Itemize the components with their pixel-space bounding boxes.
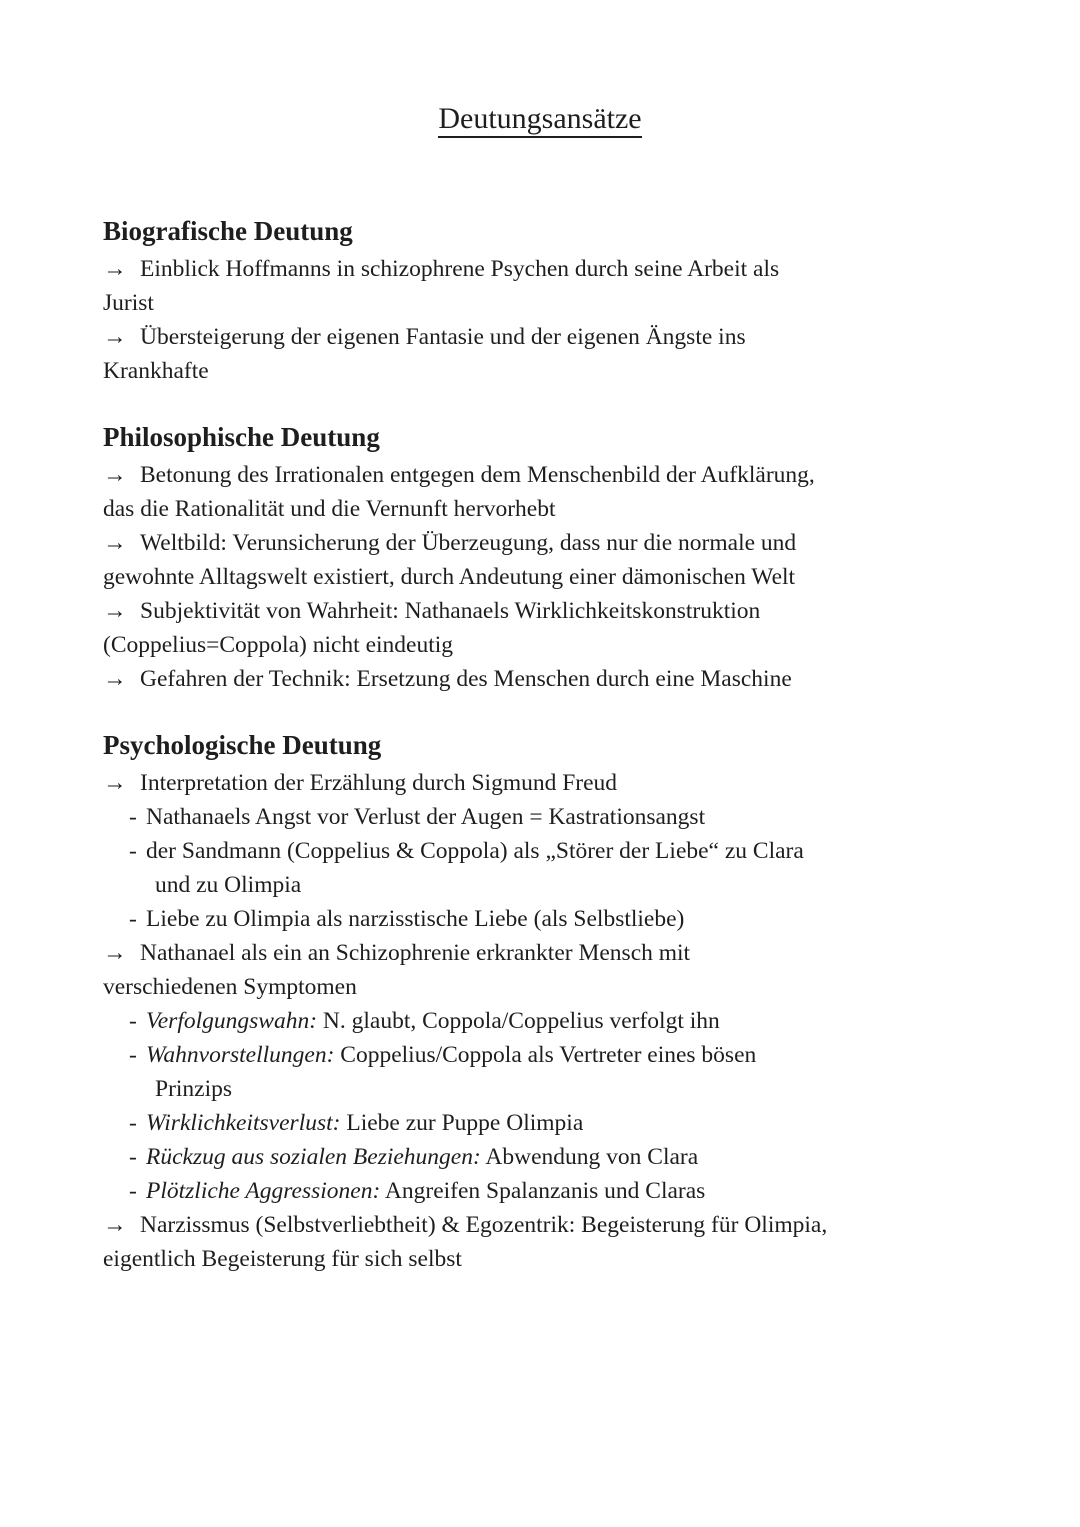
text-line: → Interpretation der Erzählung durch Sigmund Freud (103, 766, 977, 800)
dash-bullet: - (129, 838, 137, 864)
text-line: - Plötzliche Aggressionen: Angreifen Spalanzanis und Claras (103, 1174, 977, 1208)
dash-bullet: - (129, 1178, 137, 1204)
italic-lead: Wahnvorstellungen: (146, 1042, 335, 1068)
sub-bullet-item (103, 1106, 977, 1140)
section-heading: Psychologische Deutung (103, 730, 382, 760)
sub-bullet-item (103, 902, 977, 936)
dash-bullet: - (129, 1144, 137, 1170)
italic-lead: Verfolgungswahn: (146, 1008, 318, 1034)
sections (103, 211, 977, 1276)
arrow-bullet-icon: → (103, 770, 127, 796)
italic-lead: Rückzug aus sozialen Beziehungen: (146, 1144, 481, 1170)
italic-lead: Plötzliche Aggressionen: (146, 1178, 381, 1204)
arrow-bullet-icon: → (103, 462, 127, 488)
text-line: - der Sandmann (Coppelius & Coppola) als „Störer der Liebe“ zu Clara (103, 834, 977, 868)
section-heading: Philosophische Deutung (103, 422, 380, 452)
section-biografische-deutung (103, 211, 977, 388)
sub-bullet-item (103, 1140, 977, 1174)
text-line: - Liebe zu Olimpia als narzisstische Liebe (als Selbstliebe) (103, 902, 977, 936)
text-line: verschiedenen Symptomen (103, 974, 357, 1000)
text-line: gewohnte Alltagswelt existiert, durch Andeutung einer dämonischen Welt (103, 564, 796, 590)
page-title (103, 100, 977, 138)
section-psychologische-deutung (103, 725, 977, 1276)
sub-bullet-item (103, 1038, 977, 1106)
bullet-item (103, 936, 977, 1004)
text-line: Jurist (103, 290, 154, 316)
dash-bullet: - (129, 1008, 137, 1034)
arrow-bullet-icon: → (103, 666, 127, 692)
bullet-item (103, 320, 977, 388)
page-title-text: Deutungsansätze (438, 102, 641, 138)
text-line: → Einblick Hoffmanns in schizophrene Psychen durch seine Arbeit als (103, 252, 977, 286)
sub-bullet-item (103, 800, 977, 834)
italic-lead: Wirklichkeitsverlust: (146, 1110, 341, 1136)
text-line: Prinzips (155, 1076, 233, 1102)
bullet-item (103, 458, 977, 526)
dash-bullet: - (129, 804, 137, 830)
text-line: → Subjektivität von Wahrheit: Nathanaels Wirklichkeitskonstruktion (103, 594, 977, 628)
section-philosophische-deutung (103, 417, 977, 696)
text-line: → Gefahren der Technik: Ersetzung des Menschen durch eine Maschine (103, 662, 977, 696)
dash-bullet: - (129, 906, 137, 932)
bullet-item (103, 252, 977, 320)
sub-bullet-item (103, 1174, 977, 1208)
arrow-bullet-icon: → (103, 598, 127, 624)
text-line: → Narzissmus (Selbstverliebtheit) & Egozentrik: Begeisterung für Olimpia, (103, 1208, 977, 1242)
sub-bullet-item (103, 834, 977, 902)
text-line: (Coppelius=Coppola) nicht eindeutig (103, 632, 454, 658)
text-line: → Weltbild: Verunsicherung der Überzeugung, dass nur die normale und (103, 526, 977, 560)
arrow-bullet-icon: → (103, 940, 127, 966)
arrow-bullet-icon: → (103, 256, 127, 282)
text-line: - Nathanaels Angst vor Verlust der Augen = Kastrationsangst (103, 800, 977, 834)
bullet-item (103, 766, 977, 800)
arrow-bullet-icon: → (103, 1212, 127, 1238)
bullet-item (103, 662, 977, 696)
arrow-bullet-icon: → (103, 530, 127, 556)
dash-bullet: - (129, 1110, 137, 1136)
text-line: - Wahnvorstellungen: Coppelius/Coppola als Vertreter eines bösen (103, 1038, 977, 1072)
dash-bullet: - (129, 1042, 137, 1068)
text-line: und zu Olimpia (155, 872, 302, 898)
arrow-bullet-icon: → (103, 324, 127, 350)
text-line: - Wirklichkeitsverlust: Liebe zur Puppe Olimpia (103, 1106, 977, 1140)
text-line: → Betonung des Irrationalen entgegen dem Menschenbild der Aufklärung, (103, 458, 977, 492)
section-heading: Biografische Deutung (103, 216, 353, 246)
bullet-item (103, 594, 977, 662)
text-line: → Nathanael als ein an Schizophrenie erkrankter Mensch mit (103, 936, 977, 970)
bullet-item (103, 526, 977, 594)
text-line: → Übersteigerung der eigenen Fantasie und der eigenen Ängste ins (103, 320, 977, 354)
bullet-item (103, 1208, 977, 1276)
sub-bullet-item (103, 1004, 977, 1038)
text-line: - Rückzug aus sozialen Beziehungen: Abwendung von Clara (103, 1140, 977, 1174)
text-line: eigentlich Begeisterung für sich selbst (103, 1246, 462, 1272)
text-line: das die Rationalität und die Vernunft hervorhebt (103, 496, 556, 522)
text-line: - Verfolgungswahn: N. glaubt, Coppola/Coppelius verfolgt ihn (103, 1004, 977, 1038)
text-line: Krankhafte (103, 358, 209, 384)
